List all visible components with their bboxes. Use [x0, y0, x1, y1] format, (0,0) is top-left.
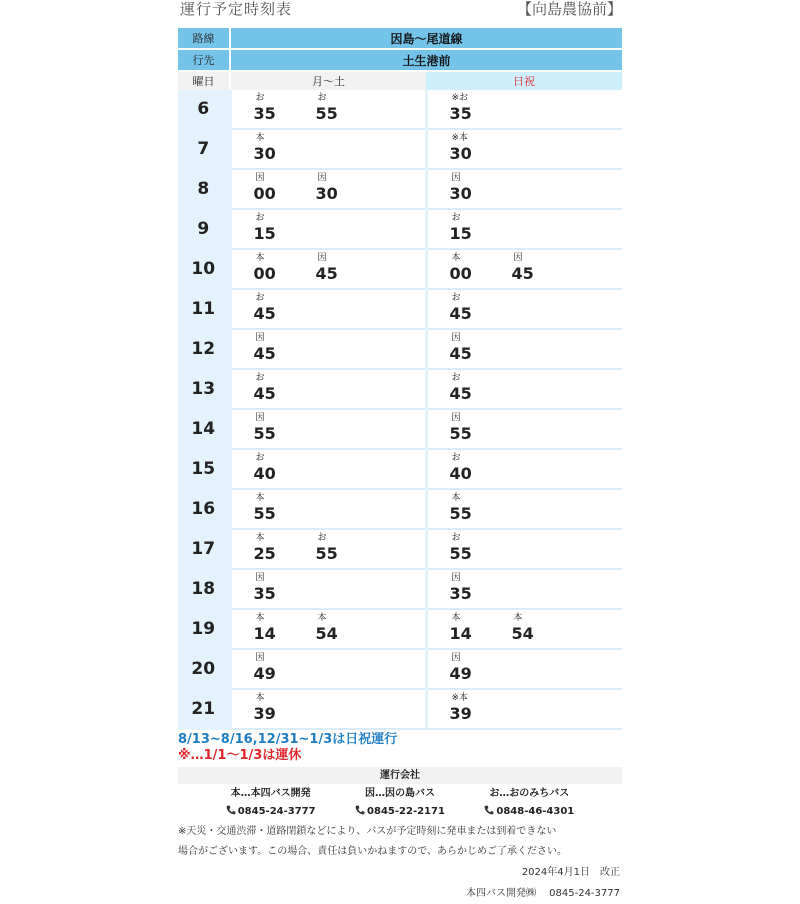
departure-minute: 40 [449, 464, 472, 483]
destination-value: 土生港前 [230, 49, 622, 71]
holiday-departures [426, 289, 622, 329]
operator-name: お…おのみちバス [489, 788, 570, 799]
stop-name: 【向島農協前】 [516, 0, 622, 18]
phone-icon [484, 805, 494, 815]
operator-mark: 因 [255, 653, 265, 663]
departure [428, 530, 494, 564]
hour-label: 17 [178, 529, 230, 569]
departure [232, 330, 298, 364]
departure-minute: 45 [449, 304, 472, 323]
holiday-departures [426, 369, 622, 409]
holiday-departures [426, 90, 622, 129]
weekday-departures [230, 409, 426, 449]
departure [428, 570, 494, 604]
holiday-departures [426, 489, 622, 529]
departure-minute: 14 [449, 624, 472, 643]
holiday-departures [426, 249, 622, 289]
timetable [178, 28, 622, 730]
departure-minute: 25 [253, 544, 276, 563]
holiday-departures [426, 529, 622, 569]
departure [428, 170, 494, 204]
weekday-departures [230, 489, 426, 529]
holiday-departures [426, 129, 622, 169]
departure [428, 450, 494, 484]
operator-mark: お [255, 213, 265, 223]
departure [294, 170, 360, 204]
departure [428, 90, 494, 124]
operator-honshi [226, 786, 316, 822]
departure [232, 530, 298, 564]
operator-mark: 因 [451, 413, 461, 423]
departure-minute: 00 [253, 264, 276, 283]
operator-mark: 因 [255, 333, 265, 343]
operator-mark: お [255, 453, 265, 463]
departure-minute: 15 [253, 224, 276, 243]
departure-minute: 45 [315, 264, 338, 283]
departure-minute: 45 [253, 384, 276, 403]
departure-minute: 55 [253, 504, 276, 523]
departure-minute: 45 [511, 264, 534, 283]
departure-minute: 55 [315, 104, 338, 123]
departure [232, 570, 298, 604]
departure-minute: 55 [449, 544, 472, 563]
hour-label: 10 [178, 249, 230, 289]
holiday-departures [426, 569, 622, 609]
holiday-departures [426, 449, 622, 489]
weekday-departures [230, 569, 426, 609]
disclaimer [178, 822, 622, 862]
operator-mark: ※お [451, 93, 469, 103]
hour-row [178, 129, 622, 169]
departure [428, 610, 494, 644]
departure [428, 490, 494, 524]
hour-label: 20 [178, 649, 230, 689]
hour-row [178, 249, 622, 289]
operator-mark: 因 [255, 173, 265, 183]
operators-heading: 運行会社 [178, 767, 622, 784]
departure-minute: 40 [253, 464, 276, 483]
departure-minute: 14 [253, 624, 276, 643]
departure [232, 90, 298, 124]
operator-mark: 因 [451, 173, 461, 183]
departure-minute: 35 [253, 584, 276, 603]
weekday-header: 月～土 [230, 71, 426, 90]
holiday-departures [426, 329, 622, 369]
departure-minute: 55 [315, 544, 338, 563]
hour-row [178, 209, 622, 249]
route-row [178, 28, 622, 49]
departure [294, 530, 360, 564]
departure-minute: 55 [253, 424, 276, 443]
holiday-departures [426, 409, 622, 449]
hour-label: 9 [178, 209, 230, 249]
operator-mark: 因 [451, 653, 461, 663]
departure [428, 370, 494, 404]
operator-mark: 本 [451, 253, 461, 263]
revision-date: 2024年4月1日 改正 [521, 867, 620, 878]
departure [428, 250, 494, 284]
hour-row [178, 609, 622, 649]
phone-icon [355, 805, 365, 815]
departure [294, 90, 360, 124]
departure [294, 610, 360, 644]
departure [428, 410, 494, 444]
departure [232, 170, 298, 204]
departure [232, 650, 298, 684]
weekday-departures [230, 529, 426, 569]
operators-list [178, 784, 622, 822]
operator-mark: お [255, 293, 265, 303]
operator-mark: 本 [317, 613, 327, 623]
operator-mark: 本 [255, 493, 265, 503]
operator-tel[interactable] [355, 802, 445, 822]
weekday-departures [230, 249, 426, 289]
departure-minute: 45 [449, 344, 472, 363]
hour-row [178, 529, 622, 569]
destination-label: 行先 [178, 49, 230, 71]
departure-minute: 35 [449, 104, 472, 123]
disclaimer-line-1: ※天災・交通渋滞・道路閉鎖などにより、バスが予定時刻に発車または到着できない [178, 826, 557, 837]
hour-label: 12 [178, 329, 230, 369]
departure [232, 490, 298, 524]
departure [428, 210, 494, 244]
route-value: 因島～尾道線 [230, 28, 622, 49]
departure [232, 290, 298, 324]
operator-name: 因…因の島バス [364, 788, 435, 799]
hour-label: 6 [178, 90, 230, 129]
hour-row [178, 90, 622, 129]
weekday-departures [230, 689, 426, 729]
weekday-departures [230, 90, 426, 129]
operator-mark: 因 [317, 173, 327, 183]
departure-minute: 49 [253, 664, 276, 683]
operator-mark: お [255, 93, 265, 103]
departure-minute: 30 [315, 184, 338, 203]
weekday-departures [230, 369, 426, 409]
holiday-departures [426, 689, 622, 729]
day-row [178, 71, 622, 90]
departure [232, 690, 298, 724]
weekday-departures [230, 449, 426, 489]
operator-mark: 因 [255, 573, 265, 583]
departure-minute: 49 [449, 664, 472, 683]
departure-minute: 39 [253, 704, 276, 723]
timetable-body [178, 90, 622, 729]
departure [232, 450, 298, 484]
operator-mark: 因 [317, 253, 327, 263]
departure-minute: 35 [253, 104, 276, 123]
departure-minute: 55 [449, 424, 472, 443]
title-row [178, 0, 622, 28]
departure-minute: 30 [253, 144, 276, 163]
departure [428, 290, 494, 324]
departure-minute: 54 [511, 624, 534, 643]
operator-innoshima [355, 786, 445, 822]
weekday-departures [230, 129, 426, 169]
holiday-departures [426, 169, 622, 209]
operator-mark: 本 [451, 493, 461, 503]
weekday-departures [230, 649, 426, 689]
hour-label: 19 [178, 609, 230, 649]
departure [232, 250, 298, 284]
departure-minute: 45 [253, 304, 276, 323]
departure-minute: 30 [449, 184, 472, 203]
hour-label: 15 [178, 449, 230, 489]
hour-row [178, 169, 622, 209]
holiday-operation-note: 8/13~8/16,12/31~1/3は日祝運行 [178, 732, 398, 747]
operator-mark: 因 [255, 413, 265, 423]
hour-row [178, 369, 622, 409]
holiday-header: 日祝 [426, 71, 622, 90]
operator-mark: 因 [451, 333, 461, 343]
operator-mark: ※本 [451, 693, 469, 703]
operator-mark: お [451, 213, 461, 223]
departure [232, 210, 298, 244]
departure-minute: 35 [449, 584, 472, 603]
operator-name: 本…本四バス開発 [230, 788, 311, 799]
departure [232, 410, 298, 444]
hour-label: 21 [178, 689, 230, 729]
departure-minute: 39 [449, 704, 472, 723]
operator-mark: ※本 [451, 133, 469, 143]
weekday-departures [230, 609, 426, 649]
operator-mark: お [451, 293, 461, 303]
operator-mark: お [317, 93, 327, 103]
operator-tel-number: 0845-24-3777 [237, 806, 316, 817]
departure-minute: 15 [449, 224, 472, 243]
phone-icon [226, 805, 236, 815]
hour-row [178, 449, 622, 489]
departure [232, 370, 298, 404]
operator-mark: 因 [513, 253, 523, 263]
operator-mark: お [255, 373, 265, 383]
day-label: 曜日 [178, 71, 230, 90]
disclaimer-line-2: 場合がございます。この場合、責任は負いかねますので、あらかじめご了承ください。 [178, 846, 567, 857]
departure [232, 130, 298, 164]
hour-row [178, 289, 622, 329]
hour-row [178, 689, 622, 729]
operator-mark: お [451, 373, 461, 383]
operator-tel[interactable] [484, 802, 574, 822]
operator-mark: 本 [255, 693, 265, 703]
weekday-departures [230, 329, 426, 369]
departure-minute: 00 [449, 264, 472, 283]
departure-minute: 45 [253, 344, 276, 363]
departure-minute: 00 [253, 184, 276, 203]
operator-mark: 本 [255, 533, 265, 543]
route-label: 路線 [178, 28, 230, 49]
departure [490, 610, 556, 644]
timetable-page [178, 0, 622, 904]
destination-row [178, 49, 622, 71]
hour-label: 8 [178, 169, 230, 209]
hour-row [178, 489, 622, 529]
hour-label: 18 [178, 569, 230, 609]
publisher: 本四バス開発㈱ 0845-24-3777 [465, 888, 620, 899]
holiday-departures [426, 609, 622, 649]
operator-mark: 本 [513, 613, 523, 623]
operator-mark: お [451, 533, 461, 543]
departure-minute: 30 [449, 144, 472, 163]
departure [428, 650, 494, 684]
departure [294, 250, 360, 284]
operator-tel-number: 0848-46-4301 [496, 806, 575, 817]
departure-minute: 45 [449, 384, 472, 403]
holiday-departures [426, 209, 622, 249]
hour-row [178, 649, 622, 689]
operator-mark: お [451, 453, 461, 463]
departure [490, 250, 556, 284]
departure-minute: 55 [449, 504, 472, 523]
hour-row [178, 569, 622, 609]
operator-mark: お [317, 533, 327, 543]
weekday-departures [230, 169, 426, 209]
departure [232, 610, 298, 644]
holiday-departures [426, 649, 622, 689]
hour-label: 11 [178, 289, 230, 329]
suspension-note: ※…1/1～1/3は運休 [178, 748, 302, 763]
weekday-departures [230, 209, 426, 249]
operator-mark: 本 [255, 613, 265, 623]
departure [428, 130, 494, 164]
hour-row [178, 409, 622, 449]
operator-tel-number: 0845-22-2171 [367, 806, 445, 817]
weekday-departures [230, 289, 426, 329]
hour-row [178, 329, 622, 369]
departure [428, 690, 494, 724]
departure-minute: 54 [315, 624, 338, 643]
hour-label: 7 [178, 129, 230, 169]
page-title: 運行予定時刻表 [180, 0, 293, 18]
hour-label: 16 [178, 489, 230, 529]
operator-mark: 本 [451, 613, 461, 623]
hour-label: 13 [178, 369, 230, 409]
operator-mark: 本 [255, 133, 265, 143]
departure [428, 330, 494, 364]
operator-tel[interactable] [226, 802, 316, 822]
operator-mark: 因 [451, 573, 461, 583]
notes [178, 732, 622, 764]
operator-mark: 本 [255, 253, 265, 263]
operator-onomichi [484, 786, 574, 822]
hour-label: 14 [178, 409, 230, 449]
